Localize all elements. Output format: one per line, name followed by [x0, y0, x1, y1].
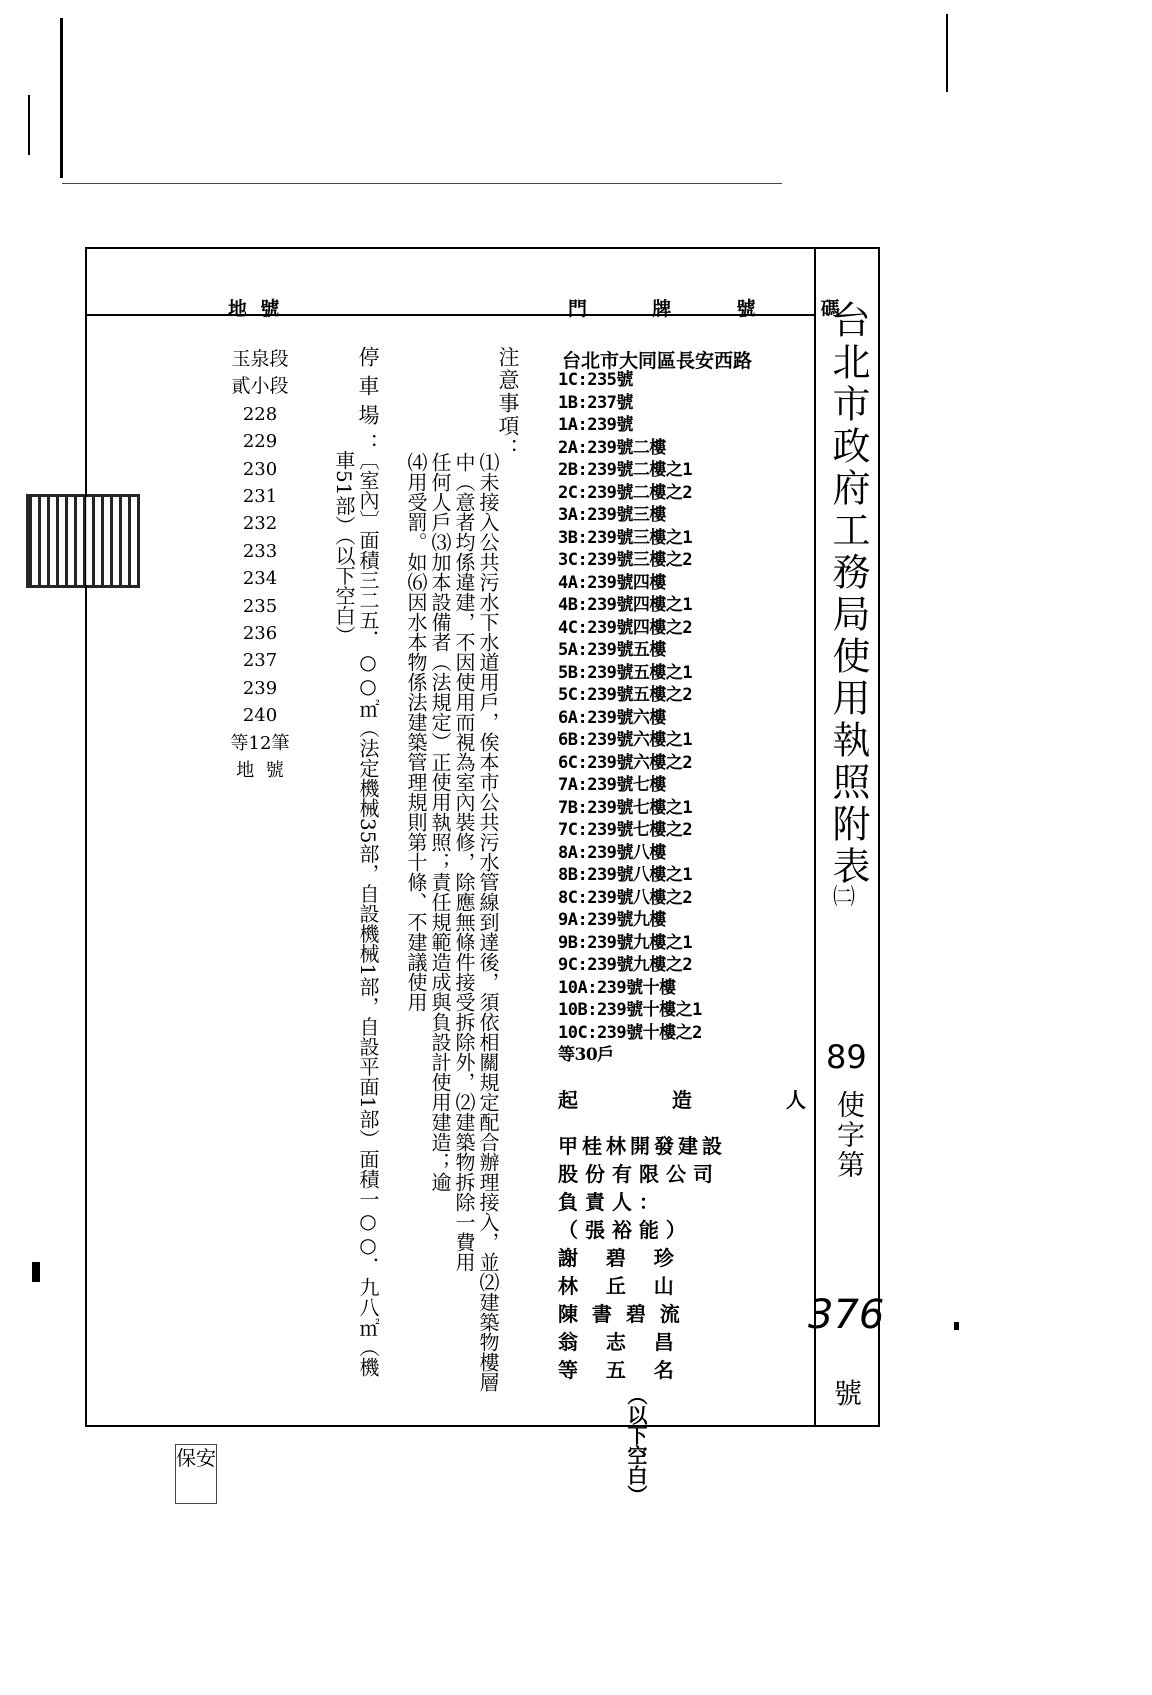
builder-company-type: 股份有限公司	[558, 1162, 720, 1186]
builder-label: 起 造 人	[558, 1088, 806, 1112]
lot-number: 237	[242, 650, 278, 672]
lot-number: 230	[242, 458, 278, 480]
builder-name: 翁 志 昌	[558, 1330, 674, 1354]
builder-representative-label: 負 責 人 ：	[558, 1190, 659, 1214]
address-unit: 10A:239號十樓	[558, 977, 676, 998]
address-unit: 3C:239號三樓之2	[558, 550, 693, 570]
lot-number: 235	[242, 595, 278, 617]
builder-company: 甲桂林開發建設	[558, 1134, 726, 1158]
address-unit: 3B:239號三樓之1	[558, 527, 693, 548]
permit-year: 89	[826, 1038, 867, 1076]
address-unit: 7B:239號七樓之1	[558, 797, 693, 818]
builder-name: 謝 碧 珍	[558, 1246, 674, 1270]
address-unit: 10B:239號十樓之1	[558, 1000, 702, 1020]
lot-column	[218, 346, 302, 785]
address-unit: 4C:239號四樓之2	[558, 617, 693, 638]
address-unit: 8B:239號八樓之1	[558, 865, 693, 885]
address-unit: 8C:239號八樓之2	[558, 887, 693, 908]
lot-number: 229	[242, 431, 278, 453]
scan-artifact-line	[946, 14, 948, 92]
address-unit: 10C:239號十樓之2	[558, 1022, 702, 1043]
bottom-seal-text: 保安	[176, 1446, 216, 1470]
parking-text-col2: 車51部）（以下空白）	[332, 450, 356, 646]
address-unit: 4A:239號四樓	[558, 572, 666, 593]
address-unit: 6B:239號六樓之1	[558, 730, 693, 750]
address-unit: 1B:237號	[558, 392, 633, 413]
address-unit: 5A:239號五樓	[558, 640, 666, 660]
notes-col2: 中（意者均係違建，不因使用而視為室內裝修，除應無條件接受拆除外，⑵建築物拆除一費用	[452, 452, 476, 1272]
address-unit: 2A:239號二樓	[558, 437, 666, 458]
bottom-seal-stamp	[175, 1444, 217, 1504]
lot-number: 236	[242, 623, 278, 645]
address-unit: 4B:239號四樓之1	[558, 595, 693, 615]
address-unit: 6C:239號六樓之2	[558, 752, 693, 773]
builder-blank-note: （以下空白）	[624, 1385, 648, 1505]
address-unit: 7A:239號七樓	[558, 775, 666, 795]
builder-name: 陳 書 碧 流	[558, 1302, 680, 1326]
builder-list	[558, 1132, 726, 1384]
scan-speck	[954, 1322, 959, 1330]
builder-name: 林 丘 山	[558, 1274, 674, 1298]
scan-artifact-line	[62, 183, 782, 184]
lot-number: 228	[242, 403, 278, 425]
address-total: 等30戶	[558, 1045, 614, 1065]
address-unit: 1A:239號	[558, 415, 633, 435]
lot-number: 231	[242, 486, 278, 508]
address-unit: 2B:239號二樓之1	[558, 460, 693, 480]
lot-number: 234	[242, 568, 278, 590]
address-road: 台北市大同區長安西路	[562, 350, 753, 372]
lot-number: 240	[242, 705, 278, 727]
left-seal-stamp	[26, 494, 140, 588]
address-unit: 9A:239號九樓	[558, 910, 666, 930]
lot-number: 239	[242, 677, 278, 699]
address-unit: 7C:239號七樓之2	[558, 820, 693, 840]
parking-label: 停車場：	[356, 346, 380, 462]
lot-number: 232	[242, 513, 278, 535]
scan-artifact-line	[60, 18, 63, 178]
notes-label: 注意事項：	[496, 346, 520, 461]
lot-section: 玉泉段	[231, 348, 289, 370]
notes-col4: ⑷用受罰。如⑹因水本物係法建築管理規則第十條、不建議使用	[404, 452, 428, 1012]
lot-tail: 地 號	[236, 760, 284, 782]
lot-number: 233	[242, 540, 278, 562]
form-title: 台北市政府工務局使用執照附表	[826, 300, 870, 888]
parking-text-col1: 〔室內〕面積三二五．○○㎡（法定機械35部，自設機械1部，自設平面1部）面積一○○．九八㎡（機	[356, 450, 380, 1377]
address-list	[558, 369, 702, 1067]
title-column-divider	[814, 247, 816, 1427]
address-unit: 9C:239號九樓之2	[558, 955, 693, 975]
address-unit: 3A:239號三樓	[558, 505, 666, 525]
builder-representative: （ 張 裕 能 ）	[558, 1218, 686, 1242]
lot-subsection: 貳小段	[231, 375, 289, 398]
scan-speck	[32, 1262, 40, 1282]
address-unit: 1C:235號	[558, 370, 633, 390]
permit-tail: 號	[834, 1377, 863, 1410]
scan-artifact-line	[28, 95, 30, 155]
address-unit: 5B:239號五樓之1	[558, 662, 693, 683]
address-unit: 9B:239號九樓之1	[558, 932, 693, 953]
lot-header: 地 號	[228, 298, 280, 320]
permit-word: 使字第	[833, 1090, 866, 1180]
address-unit: 8A:239號八樓	[558, 842, 666, 863]
form-title-suffix: ㈡	[833, 885, 856, 910]
permit-number: 376	[808, 1292, 885, 1338]
door-number-header: 門 牌 號 碼	[568, 298, 840, 320]
notes-col1: ⑴未接入公共污水下水道用戶，俟本市公共污水管線到達後，須依相關規定配合辦理接入，並⑵建築物樓層	[476, 452, 500, 1392]
address-unit: 2C:239號二樓之2	[558, 482, 693, 503]
notes-col3: 任何人戶⑶加本設備者（法規定）正使用執照；責任規範造成與負設計使用建造；逾	[428, 452, 452, 1192]
builder-count: 等 五 名	[558, 1358, 674, 1382]
address-unit: 6A:239號六樓	[558, 707, 666, 728]
lot-total: 等12筆	[230, 732, 290, 754]
address-unit: 5C:239號五樓之2	[558, 685, 693, 705]
